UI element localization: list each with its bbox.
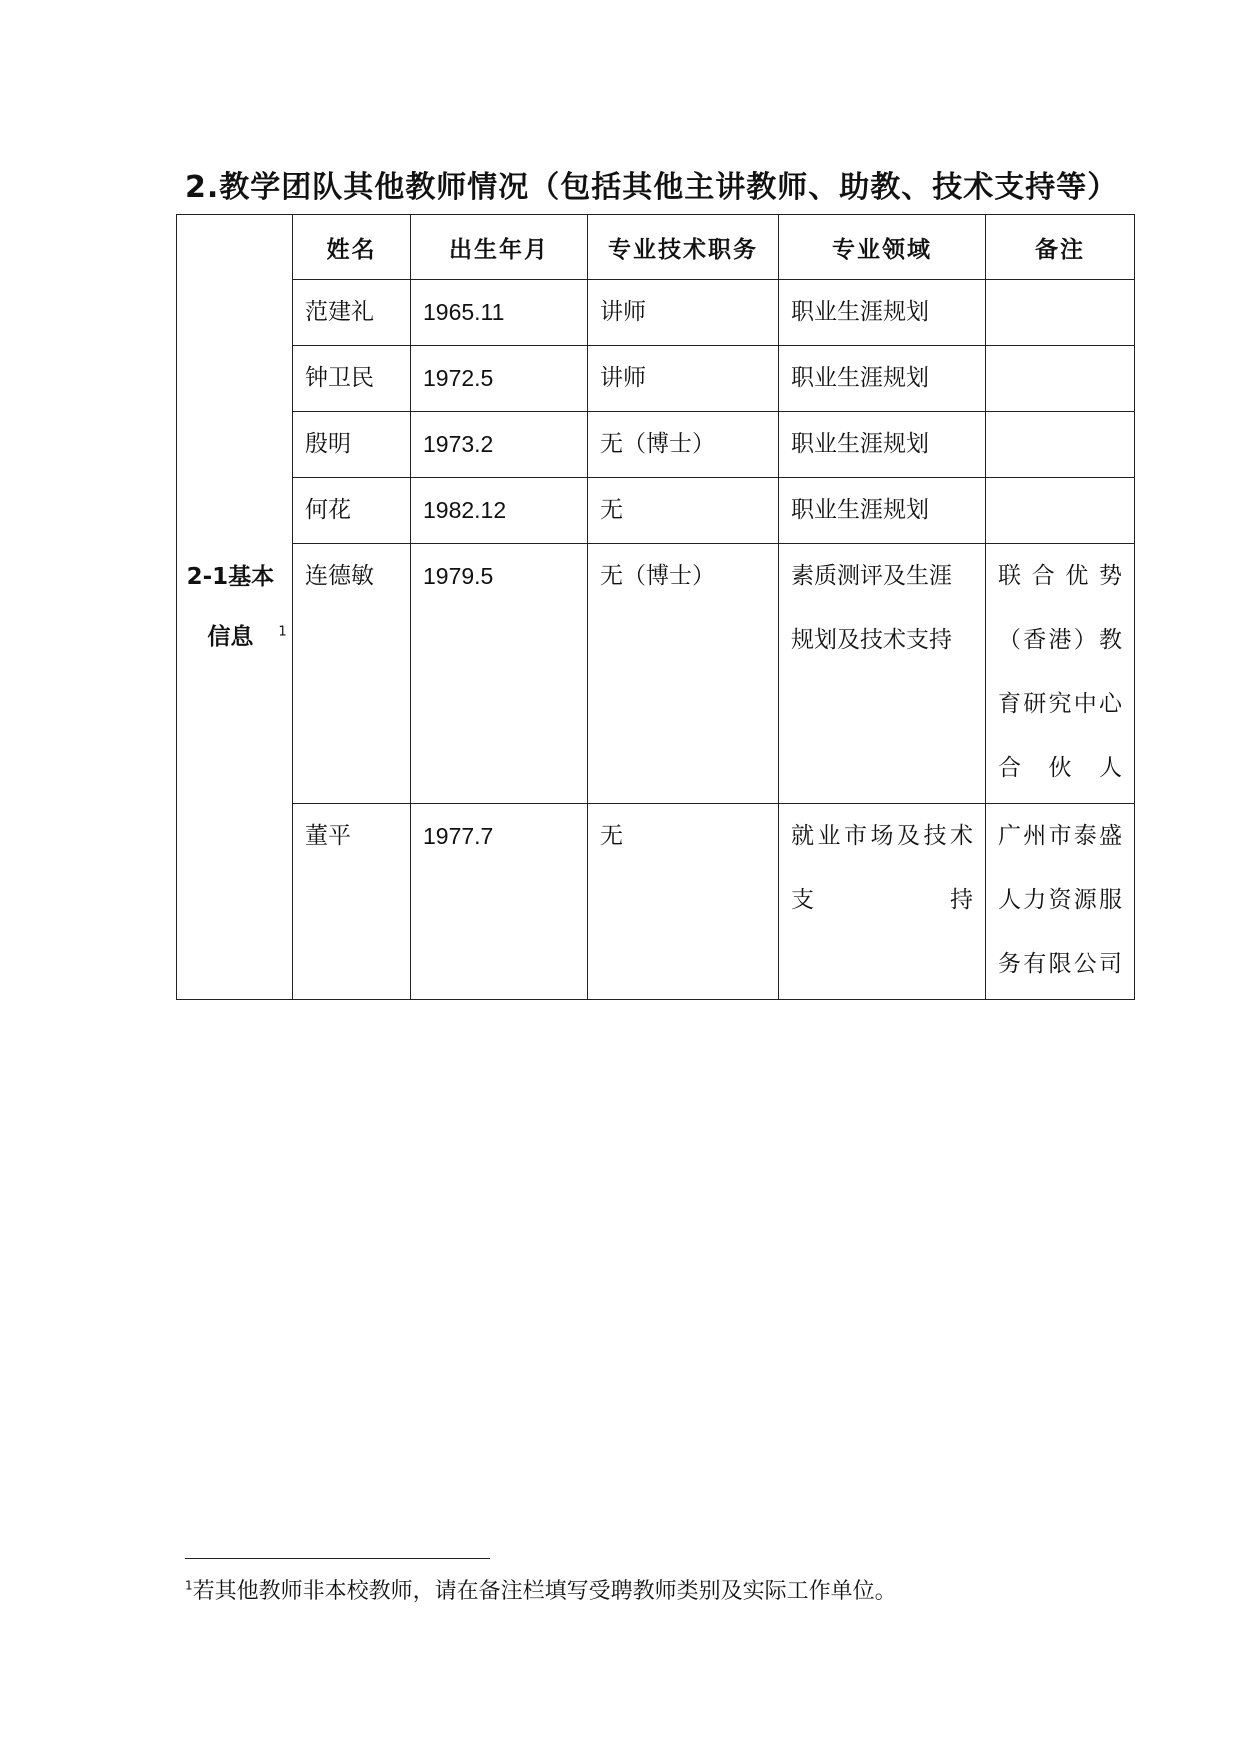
cell-field: 职业生涯规划 [779,280,986,346]
teacher-table [176,214,1135,1000]
cell-birth: 1982.12 [411,478,588,544]
cell-name: 殷明 [293,412,411,478]
table-row [177,412,1135,478]
cell-field: 就业市场及技术支持 [779,804,986,1000]
page-title: 2.教学团队其他教师情况（包括其他主讲教师、助教、技术支持等） [185,170,1119,205]
cell-birth: 1973.2 [411,412,588,478]
cell-birth: 1977.7 [411,804,588,1000]
cell-name: 连德敏 [293,544,411,804]
cell-field: 职业生涯规划 [779,478,986,544]
footnote-divider [185,1558,490,1559]
section-footnote-mark: 1 [278,624,287,640]
cell-birth: 1972.5 [411,346,588,412]
header-row [177,215,1135,280]
table-row [177,804,1135,1000]
cell-note [986,412,1135,478]
header-birth: 出生年月 [411,215,588,280]
section-label-cell [177,215,293,1000]
footnote-mark: 1 [185,1578,193,1593]
cell-field: 职业生涯规划 [779,346,986,412]
cell-field: 职业生涯规划 [779,412,986,478]
header-title: 专业技术职务 [588,215,779,280]
cell-note: 联合优势（香港）教育研究中心合伙人 [986,544,1135,804]
table-row [177,280,1135,346]
cell-name: 董平 [293,804,411,1000]
table-row [177,478,1135,544]
cell-title: 无 [588,804,779,1000]
cell-title: 讲师 [588,346,779,412]
cell-name: 范建礼 [293,280,411,346]
header-field: 专业领域 [779,215,986,280]
cell-birth: 1965.11 [411,280,588,346]
section-label: 2-1基本信息 [186,564,275,650]
footnote [185,1574,897,1605]
header-note: 备注 [986,215,1135,280]
cell-title: 无（博士） [588,544,779,804]
header-name: 姓名 [293,215,411,280]
cell-note [986,346,1135,412]
cell-title: 无 [588,478,779,544]
cell-title: 讲师 [588,280,779,346]
cell-field: 素质测评及生涯规划及技术支持 [779,544,986,804]
cell-note: 广州市泰盛人力资源服务有限公司 [986,804,1135,1000]
cell-note [986,280,1135,346]
cell-name: 钟卫民 [293,346,411,412]
footnote-text: 若其他教师非本校教师，请在备注栏填写受聘教师类别及实际工作单位。 [192,1579,897,1604]
cell-title: 无（博士） [588,412,779,478]
table-row [177,544,1135,804]
cell-name: 何花 [293,478,411,544]
table-row [177,346,1135,412]
cell-birth: 1979.5 [411,544,588,804]
cell-note [986,478,1135,544]
